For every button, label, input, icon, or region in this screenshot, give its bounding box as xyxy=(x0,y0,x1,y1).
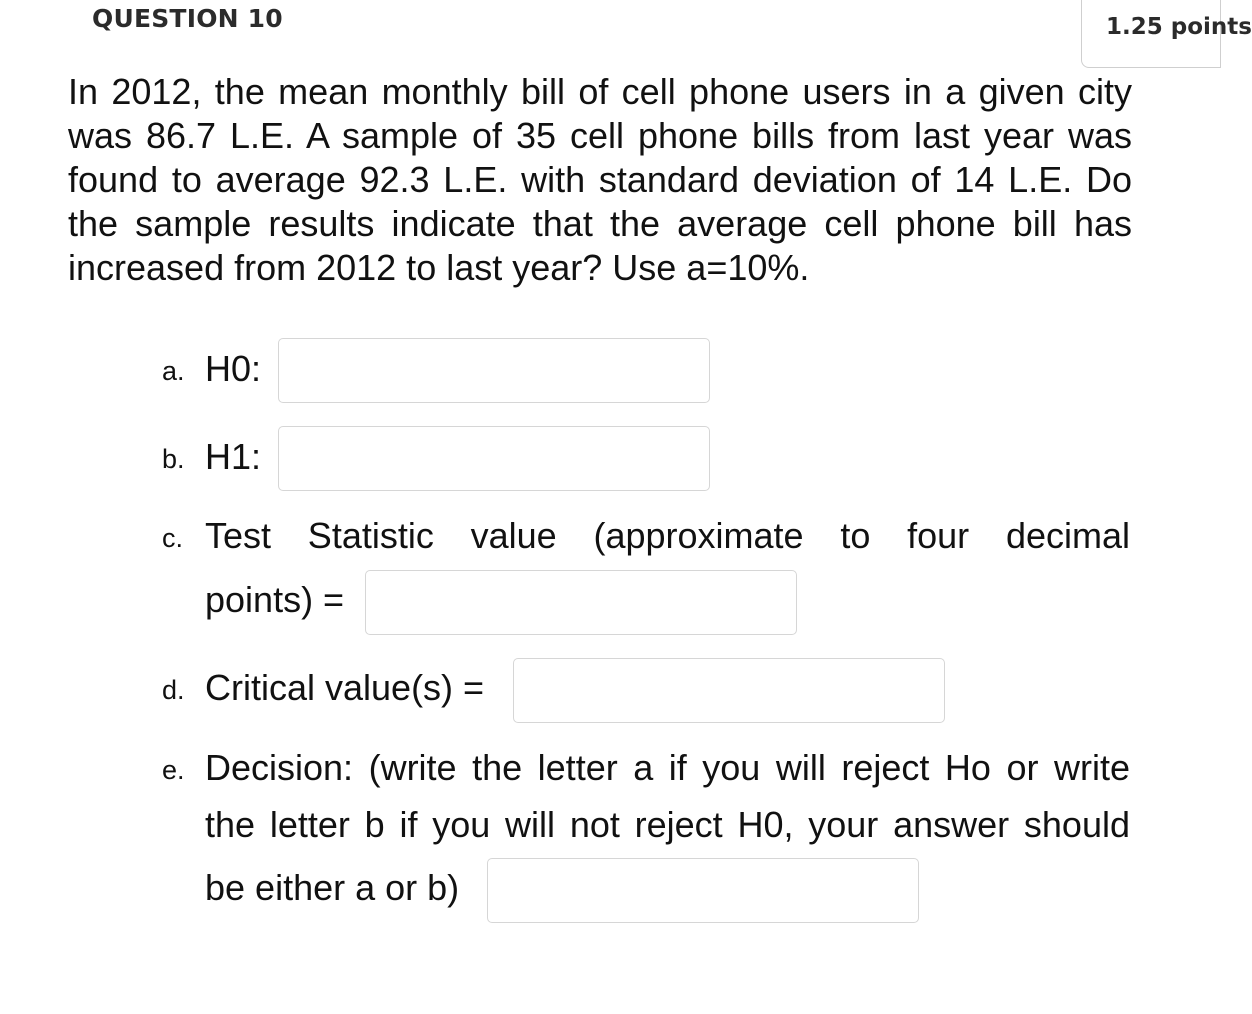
part-e-label-line1: Decision: (write the letter a if you will reject Ho or write xyxy=(205,747,1130,788)
part-a-label: H0: xyxy=(205,348,262,389)
h1-input[interactable] xyxy=(278,426,710,491)
test-statistic-input[interactable] xyxy=(365,570,797,635)
part-d-letter: d. xyxy=(162,675,185,705)
part-e-letter: e. xyxy=(162,755,185,785)
question-text: In 2012, the mean monthly bill of cell phone users in a given city was 86.7 L.E. A sample of 35 cell phone bills from last year was found to average 92.3 L.E. with standard deviation of 14 L.E. Do the sample results indicate that the average cell phone bill has increased from 2012 to last year? Use a=10%. xyxy=(68,71,1132,288)
part-c-letter: c. xyxy=(162,523,184,553)
question-title: QUESTION 10 xyxy=(92,4,283,33)
critical-values-input[interactable] xyxy=(513,658,945,723)
decision-input[interactable] xyxy=(487,858,919,923)
part-e-label-line3: be either a or b) xyxy=(205,867,460,908)
part-d-label: Critical value(s) = xyxy=(205,667,485,708)
part-a-letter: a. xyxy=(162,356,185,386)
part-e-label-line2: the letter b if you will not reject H0, your answer should xyxy=(205,804,1130,845)
part-b-letter: b. xyxy=(162,444,185,474)
part-c-label-line1: Test Statistic value (approximate to four decimal xyxy=(205,515,1130,556)
points-badge xyxy=(1081,0,1252,68)
part-c-label-line2: points) = xyxy=(205,579,345,620)
part-b-label: H1: xyxy=(205,436,262,477)
points-label: 1.25 points xyxy=(1106,14,1252,40)
h0-input[interactable] xyxy=(278,338,710,403)
